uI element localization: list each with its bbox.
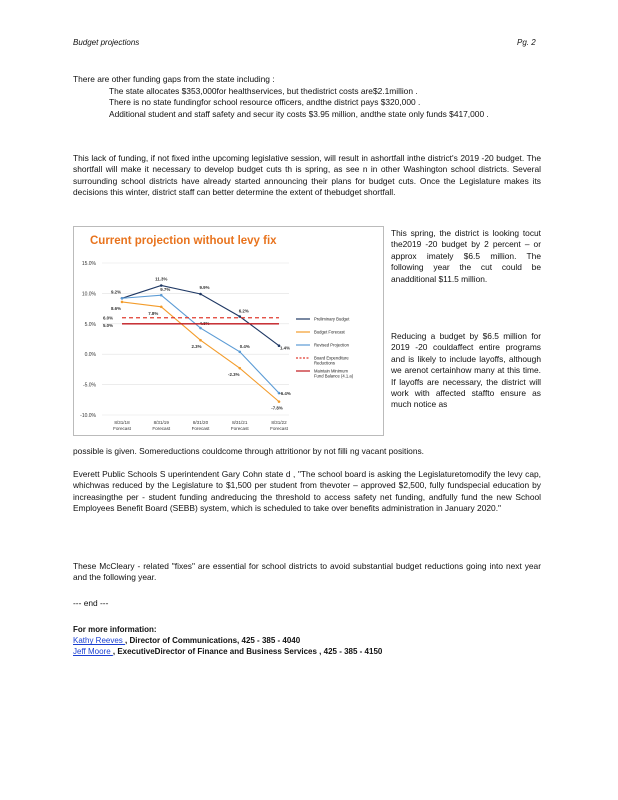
intro-text: There are other funding gaps from the state including :: [73, 74, 275, 84]
data-point: [238, 350, 241, 353]
x-tick-label: Forecast: [113, 426, 131, 431]
bullet-text: The state allocates $353,000for healthservices, but thedistrict costs are$2.1million .: [109, 86, 418, 96]
projection-chart: [73, 226, 384, 436]
list-item: [89, 97, 529, 108]
data-label: 7.8%: [148, 310, 159, 316]
continuation-paragraph: [73, 446, 541, 457]
y-tick-label: 10.0%: [81, 291, 96, 298]
data-label: 2.3%: [191, 344, 202, 350]
data-label: 9.2%: [110, 289, 122, 295]
contact-heading: For more information:: [73, 625, 157, 634]
everett-quote-text: Everett Public Schools S uperintendent Gary Cohn state d , "The school board is asking the Legislaturetomodify the levy cap, whichwas reduced by the Legislature to $1,500 per student from thevoter – approved $2,500, fully fundspecial education by increasingthe per - student funding andreducing the threshold to access safety net funding, andfully fund the new School Employees Benefit Board (SEBB) system, which is scheduled to take over benefits administration in January 2020.": [73, 469, 541, 514]
continuation-text: possible is given. Somereductions couldcome through attritionor by not filli ng vacant positions.: [73, 446, 425, 456]
contact-row: [73, 646, 382, 657]
x-tick-label: 8/31/18: [114, 420, 130, 425]
chart-svg: [74, 227, 383, 435]
chart-title: Current projection without levy fix: [90, 235, 277, 247]
x-tick-label: 8/31/22: [271, 420, 287, 425]
contact-block: [73, 624, 382, 658]
funding-text: This lack of funding, if not fixed inthe upcoming legislative session, will result in ashortfall inthe district's 2019 -20 budget. The shortfall will make it necessary to develop budget cuts th is spring, as see n in other Washington school districts. Several surrounding school districts have already started announcing their plans for budget cuts. Once the Legislature makes its decisions this winter, district staff can better determine the extent of thebudget shortfall.: [73, 153, 541, 198]
data-label: 5.0%: [102, 322, 114, 328]
x-tick-label: Forecast: [230, 426, 249, 431]
x-tick-label: Forecast: [191, 426, 210, 431]
data-label: -7.8%: [271, 405, 283, 411]
y-tick-label: 5.0%: [84, 321, 96, 328]
data-point: [238, 367, 241, 370]
mccleary-text: These McCleary - related "fixes" are essential for school districts to avoid substantial budget reductions going into next year and the following year.: [73, 561, 541, 583]
list-item: [89, 86, 529, 97]
data-point: [160, 305, 163, 308]
data-point: [199, 327, 202, 330]
layoffs-text: Reducing a budget by $6.5 million for 2019 -20 couldaffect entire programs and is likely to include layoffs, although we arenot certainhow many at this time. If layoffs are necessary, the district will work with affected staffto ensure as much notice as: [391, 331, 541, 410]
data-label: 9.7%: [160, 287, 171, 293]
contact-link-kathy-reeves[interactable]: Kathy Reeves: [73, 636, 126, 646]
data-point: [160, 294, 163, 297]
sidebar-text-1: [391, 228, 541, 285]
data-label: -2.3%: [228, 372, 240, 378]
intro-line: [73, 74, 541, 85]
y-tick-label: -5.0%: [82, 382, 96, 389]
end-marker: --- end ---: [73, 598, 109, 608]
data-label: 6.0%: [102, 315, 114, 321]
x-tick-label: Forecast: [270, 426, 288, 431]
contact-link-jeff-moore[interactable]: Jeff Moore: [73, 647, 113, 657]
funding-gaps-list: [89, 86, 529, 120]
legend-label: Budget Forecast: [314, 329, 345, 335]
contact-details: , Director of Communications, 425 - 385 - 4040: [125, 636, 301, 646]
data-point: [121, 297, 124, 300]
data-label: 8.6%: [110, 305, 122, 311]
y-tick-label: 0.0%: [84, 352, 96, 359]
data-label: 4.3%: [199, 321, 210, 327]
mccleary-paragraph: [73, 561, 541, 584]
data-point: [278, 400, 281, 403]
legend-label: Revised Projection: [314, 342, 349, 348]
sidebar-text-2: [391, 331, 541, 411]
data-label: 11.3%: [155, 276, 168, 282]
y-tick-label: 15.0%: [81, 261, 96, 267]
x-tick-label: 8/31/21: [232, 420, 248, 425]
contact-details: , ExecutiveDirector of Finance and Business Services , 425 - 385 - 4150: [112, 647, 383, 657]
bullet-text: Additional student and staff safety and secur ity costs $3.95 million, andthe state only funds $417,000 .: [109, 108, 489, 119]
list-item: [89, 109, 529, 120]
data-label: 0.4%: [239, 343, 250, 349]
legend-label: Preliminary Budget: [314, 316, 350, 322]
legend-label: Board Expenditure Reductions: [314, 355, 349, 366]
data-point: [199, 339, 202, 342]
spring-budget-text: This spring, the district is looking tocut the2019 -20 budget by 2 percent – or approx imately $6.5 million. The following year the cut could be anadditional $11.5 million.: [391, 228, 541, 284]
data-label: 6.2%: [238, 308, 249, 314]
data-point: [199, 293, 202, 296]
x-tick-label: 8/31/20: [192, 420, 209, 425]
everett-quote-paragraph: [73, 469, 541, 515]
page-number: Pg. 2: [517, 38, 536, 47]
legend-label: Maintain Minimum Fund Balance (4.1.a): [314, 368, 354, 379]
funding-paragraph: [73, 153, 541, 199]
data-label: 9.9%: [199, 285, 210, 291]
y-tick-label: -10.0%: [80, 413, 96, 419]
series-line: [122, 302, 279, 402]
x-tick-label: 8/31/19: [153, 420, 169, 425]
data-point: [121, 301, 124, 304]
data-label: -6.4%: [279, 391, 291, 397]
contact-row: [73, 635, 382, 646]
data-point: [238, 315, 241, 318]
page-header-left: Budget projections: [73, 38, 140, 47]
bullet-text: There is no state fundingfor school resource officers, andthe district pays $320,000 .: [109, 97, 421, 108]
data-label: 1.4%: [279, 345, 291, 351]
x-tick-label: Forecast: [152, 426, 171, 431]
